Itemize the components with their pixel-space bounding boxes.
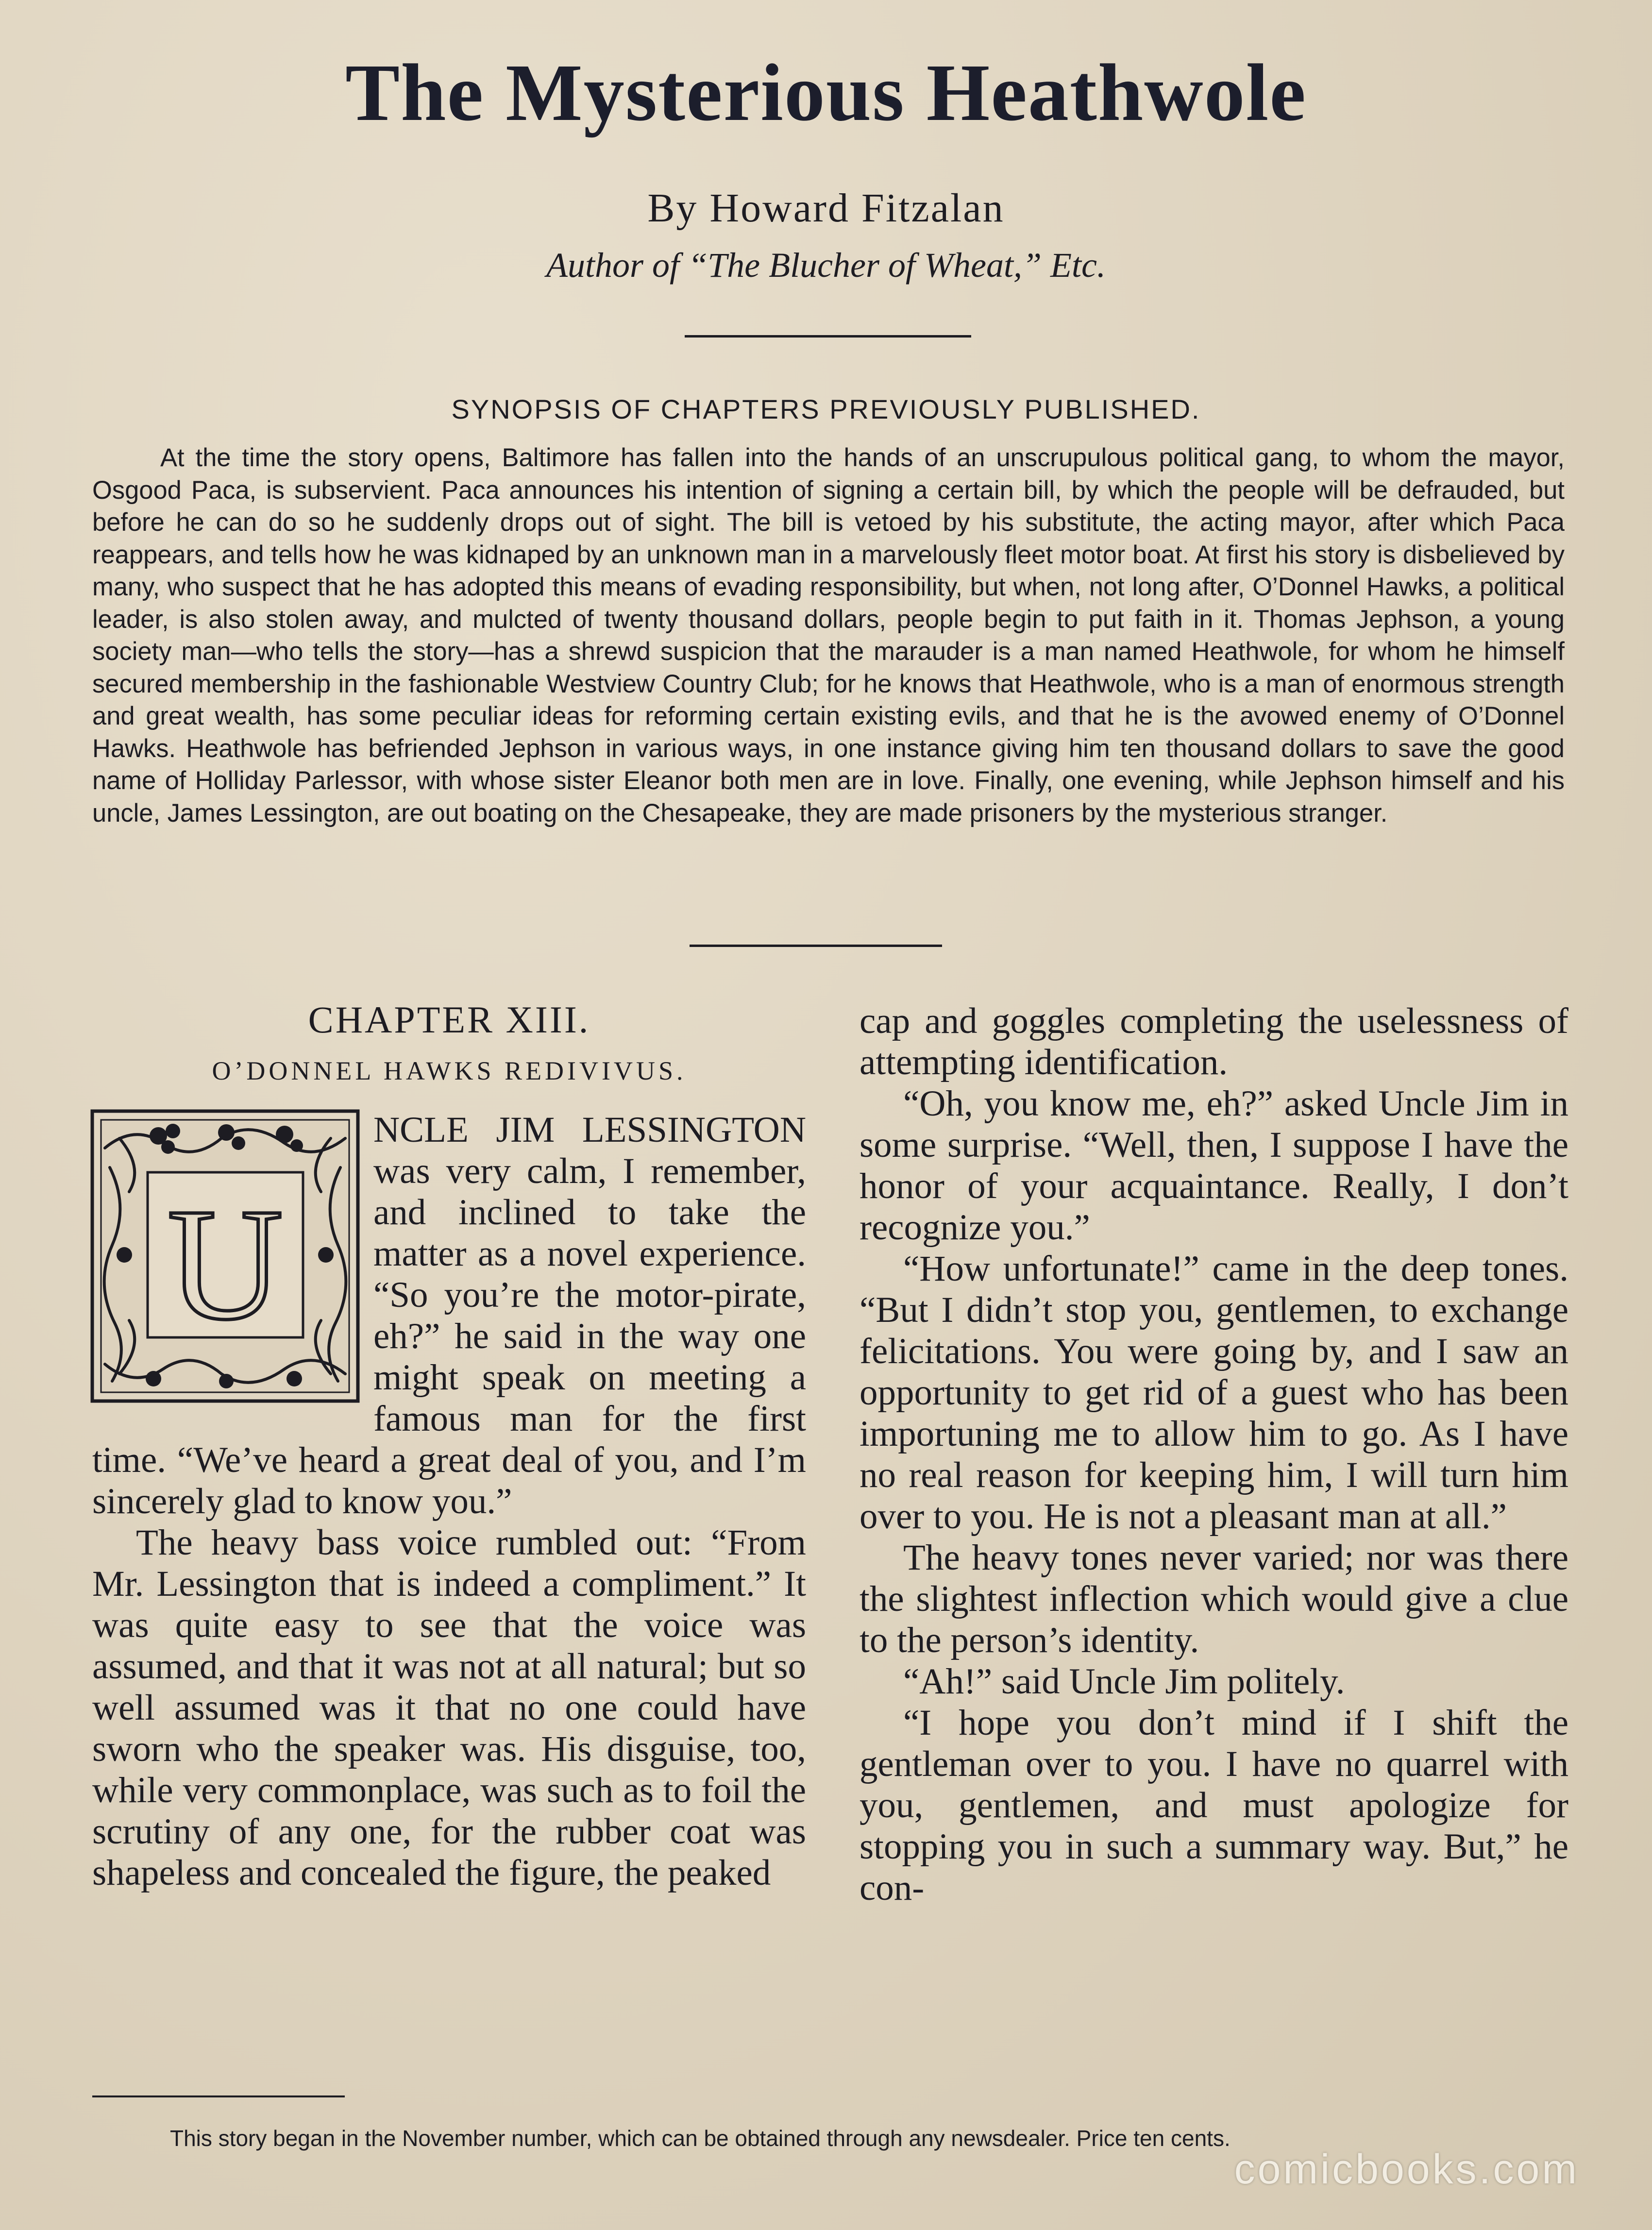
chapter-title: CHAPTER XIII. [308, 998, 590, 1041]
article-title: The Mysterious Heathwole [345, 48, 1307, 138]
right-column [860, 1000, 1568, 1909]
chapter-subtitle: O’DONNEL HAWKS REDIVIVUS. [212, 1056, 687, 1085]
divider-rule [690, 945, 942, 947]
author-credit: Author of “The Blucher of Wheat,” Etc. [546, 246, 1106, 285]
watermark: comicbooks.com [1234, 2146, 1579, 2193]
synopsis-heading: SYNOPSIS OF CHAPTERS PREVIOUSLY PUBLISHED. [451, 394, 1201, 424]
footnote-rule [92, 2095, 345, 2097]
paragraph: NCLE JIM LESSINGTON was very calm, I remember, and inclined to take the matter as a novel experience. “So you’re the motor-pirate, eh?” he said in the way one might speak on meeting a famous man for the first time. “We’ve heard a great deal of you, and I’m sincerely glad to know you.” [92, 1110, 806, 1521]
dropcap-letter: U [167, 1176, 284, 1353]
left-column [92, 1000, 806, 1893]
synopsis-text: At the time the story opens, Baltimore has fallen into the hands of an unscrupulous political gang, to whom the mayor, Osgood Paca, is subservient. Paca announces his intention of signing a certain bill, by which the people will be defrauded, but before he can do so he suddenly drops out of sight. The bill is vetoed by his substitute, the acting mayor, after which Paca reappears, and tells how he was kidnaped by an unknown man in a marvelously fleet motor boat. At first his story is disbelieved by many, who suspect that he has adopted this means of evading responsibility, but when, not long after, O’Donnel Hawks, a political leader, is also stolen away, and mulcted of twenty thousand dollars, people begin to put faith in it. Thomas Jephson, a young society man—who tells the story—has a shrewd suspicion that the marauder is a man named Heathwole, for whom he himself secured membership in the fashionable Westview Country Club; for he knows that Heathwole, who is a man of enormous strength and great wealth, has some peculiar ideas for reforming certain existing evils, and that he is the avowed enemy of O’Donnel Hawks. Heathwole has befriended Jephson in various ways, in one instance giving him ten thousand dollars to save the good name of Holliday Parlessor, with whose sister Eleanor both men are in love. Finally, one evening, while Jephson himself and his uncle, James Lessington, are out boating on the Chesapeake, they are made prisoners by the mysterious stranger. [92, 443, 1565, 828]
footnote: This story began in the November number, which can be obtained through any newsdealer. Price ten cents. [170, 2126, 1231, 2151]
paragraph: “I hope you don’t mind if I shift the gentleman over to you. I have no quarrel with you, gentlemen, and must apologize for stopping you in such a summary way. But,” he con- [860, 1703, 1568, 1908]
paragraph: “Oh, you know me, eh?” asked Uncle Jim in some surprise. “Well, then, I suppose I have the honor of your acquaintance. Really, I don’t recognize you.” [860, 1083, 1568, 1248]
paragraph: The heavy bass voice rumbled out: “From Mr. Lessington that is indeed a compliment.” It was quite easy to see that the voice was assumed, and that it was not at all natural; but so well assumed was it that no one could have sworn who the speaker was. His disguise, too, while very commonplace, was such as to foil the scrutiny of any one, for the rubber coat was shapeless and concealed the figure, the peaked [92, 1522, 806, 1893]
decorative-initial-u [90, 1109, 360, 1403]
paragraph: The heavy tones never varied; nor was there the slightest inflection which would give a clue to the person’s identity. [860, 1537, 1568, 1660]
divider-rule [685, 335, 971, 338]
paragraph: “How unfortunate!” came in the deep tones. “But I didn’t stop you, gentlemen, to exchange felicitations. You were going by, and I saw an opportunity to get rid of a guest who has been importuning me to allow him to go. As I have no real reason for keeping him, I will turn him over to you. He is not a pleasant man at all.” [860, 1249, 1568, 1537]
byline: By Howard Fitzalan [647, 186, 1005, 231]
paragraph: cap and goggles completing the uselessness of attempting identification. [860, 1001, 1568, 1082]
paragraph: “Ah!” said Uncle Jim politely. [903, 1661, 1345, 1702]
